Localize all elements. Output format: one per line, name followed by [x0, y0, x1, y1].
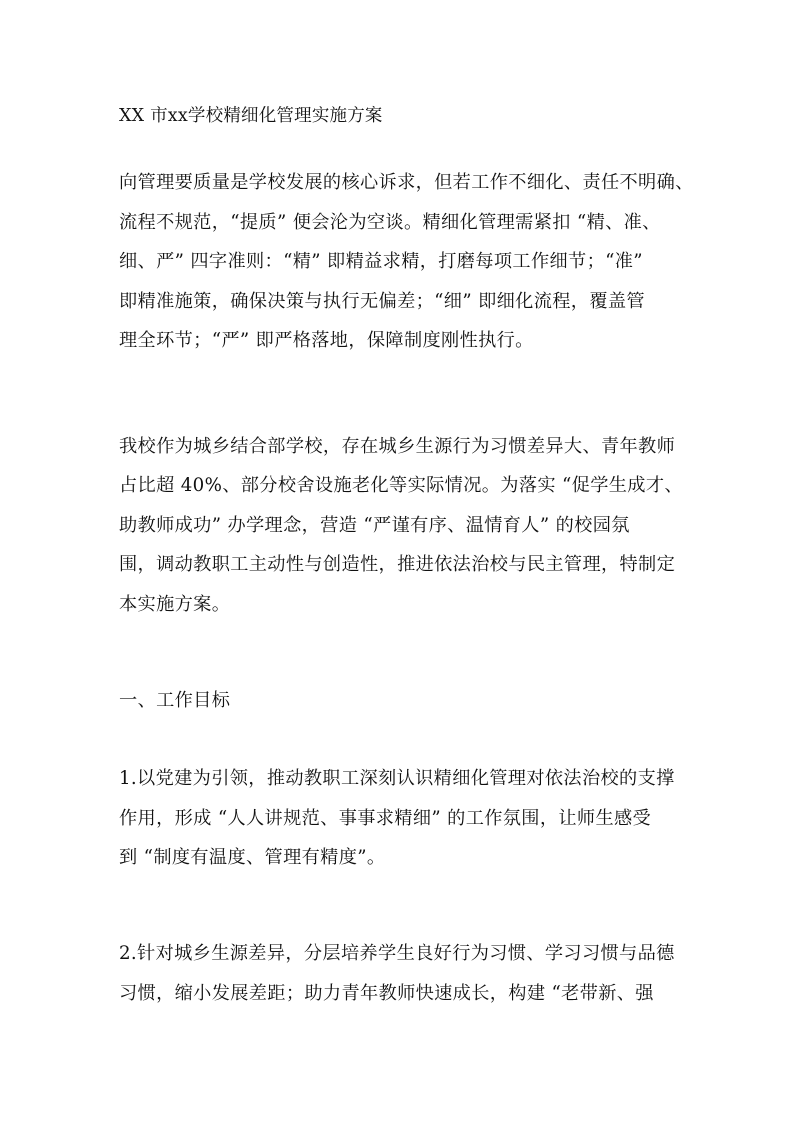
text-line: 1.以党建为引领，推动教职工深刻认识精细化管理对依法治校的支撑 — [119, 768, 675, 789]
text-line: 作用，形成 “人人讲规范、事事求精细” 的工作氛围，让师生感受 — [119, 808, 652, 829]
text-line: 细、严” 四字准则：“精” 即精益求精，打磨每项工作细节；“准” — [119, 251, 643, 272]
text-line: 2.针对城乡生源差异，分层培养学生良好行为习惯、学习习惯与品德 — [119, 943, 675, 964]
text-line: 到 “制度有温度、管理有精度”。 — [119, 847, 386, 868]
text-line: 理全环节；“严” 即严格落地，保障制度刚性执行。 — [119, 330, 534, 351]
text-line: 助教师成功” 办学理念，营造 “严谨有序、温情育人” 的校园氛 — [119, 515, 630, 536]
text-line: 本实施方案。 — [119, 594, 231, 615]
text-line: 围，调动教职工主动性与创造性，推进依法治校与民主管理，特制定 — [119, 554, 676, 575]
document-title: XX 市xx学校精细化管理实施方案 — [119, 106, 383, 126]
text-line: 习惯，缩小发展差距；助力青年教师快速成长，构建 “老带新、强 — [119, 983, 654, 1004]
text-line: 向管理要质量是学校发展的核心诉求，但若工作不细化、责任不明确、 — [119, 172, 694, 193]
text-line: 即精准施策，确保决策与执行无偏差；“细” 即细化流程，覆盖管 — [119, 291, 645, 312]
text-line: 占比超 40%、部分校舍设施老化等实际情况。为落实 “促学生成才、 — [119, 475, 683, 496]
section-heading-work-goals: 一、工作目标 — [119, 690, 231, 711]
text-line: 流程不规范，“提质” 便会沦为空谈。精细化管理需紧扣 “精、准、 — [119, 212, 661, 233]
text-line: 我校作为城乡结合部学校，存在城乡生源行为习惯差异大、青年教师 — [119, 436, 676, 457]
